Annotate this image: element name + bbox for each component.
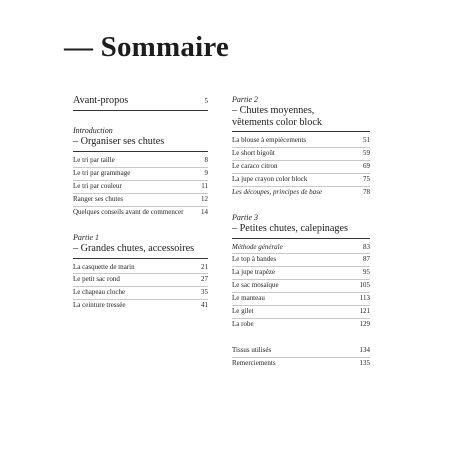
toc-entry[interactable] [232,161,370,174]
toc-entry[interactable] [73,194,208,207]
toc-entry-page: 87 [363,255,370,264]
toc-entry-label: Le short bigoût [232,148,275,157]
toc-entry[interactable] [232,187,370,199]
toc-entry-page: 11 [201,181,208,190]
toc-entry[interactable] [73,274,208,287]
toc-entry-page: 14 [201,207,208,216]
toc-entry-label: Méthode générale [232,242,283,251]
toc-entry[interactable] [232,293,370,306]
toc-section-partie-2 [232,95,370,199]
toc-left-column [73,95,208,312]
toc-entry-page: 135 [359,358,370,367]
toc-entry[interactable] [73,207,208,219]
toc-entry-label: La jupe trapèze [232,268,276,277]
toc-entry-label: La robe [232,319,254,328]
toc-entry-page: 59 [363,148,370,157]
toc-entry-page: 12 [201,194,208,203]
toc-entry-page: 83 [363,242,370,251]
toc-entry-page: 21 [201,262,208,271]
toc-entry-page: 8 [204,156,208,164]
toc-entry[interactable] [232,148,370,161]
toc-entry-page: 27 [201,275,208,284]
toc-entry[interactable] [73,155,208,168]
toc-entry[interactable] [73,262,208,275]
toc-entry-label: Le manteau [232,294,265,303]
toc-entry-page: 105 [359,281,370,290]
toc-entry-page: 129 [359,319,370,328]
toc-entry[interactable] [73,168,208,181]
toc-entry[interactable] [232,306,370,319]
toc-entry-label: Le sac mosaïque [232,281,279,290]
toc-entry-page: 121 [359,307,370,316]
toc-entry-label: La blouse à empiècements [232,136,307,144]
page-title: — Sommaire [64,31,229,63]
toc-entry-label: Avant-propos [73,95,129,106]
toc-entry[interactable] [73,181,208,194]
toc-entry-label: La casquette de marin [73,262,135,271]
section-heading: – Petites chutes, calepinages [232,223,370,239]
toc-entry-page: 51 [363,136,370,144]
toc-entry-page: 113 [359,294,370,303]
section-part-label: Partie 3 [232,212,258,222]
section-heading: – Grandes chutes, accessoires [73,243,208,259]
toc-section-partie-1 [73,233,208,313]
section-part-label: Partie 2 [232,95,258,104]
toc-entry-label: Le chapeau cloche [73,288,126,297]
toc-entry-label: Le tri par grammage [73,168,131,177]
toc-entry-page: 95 [363,268,370,277]
toc-entry[interactable] [232,174,370,187]
toc-entry-label: Le caraco citron [232,161,278,170]
toc-entry-page: 41 [201,301,208,310]
toc-entry[interactable] [232,345,370,358]
toc-entry-page: 78 [363,187,370,196]
toc-entry-page: 69 [363,161,370,170]
toc-entry-page: 134 [359,345,370,354]
toc-entry[interactable] [73,287,208,300]
toc-entry-label: Le gilet [232,307,254,316]
toc-entry-page: 35 [201,288,208,297]
toc-entry-label: Le tri par taille [73,156,115,164]
toc-entry-label: Le petit sac rond [73,275,120,284]
toc-entry[interactable] [232,319,370,331]
toc-entry-label: Les découpes, principes de base [232,187,323,196]
toc-right-column [232,95,370,370]
toc-entry-label: Ranger ses chutes [73,194,124,203]
toc-entry-avant-propos[interactable] [73,95,208,111]
toc-entry-label: La jupe crayon color block [232,174,308,183]
toc-entry-label: Tissus utilisés [232,345,272,354]
section-heading-line: vêtements color block [232,117,322,128]
toc-section-annexes [232,345,370,370]
toc-entry-label: Quelques conseils avant de commencer [73,207,184,216]
section-heading: – Organiser ses chutes [73,136,208,152]
toc-entry[interactable] [232,358,370,370]
toc-entry-label: Le tri par couleur [73,181,122,190]
section-part-label: Partie 1 [73,232,99,242]
toc-entry[interactable] [232,242,370,255]
section-part-label: Introduction [73,126,113,135]
toc-section-introduction [73,126,208,219]
toc-entry[interactable] [232,254,370,267]
toc-entry[interactable] [232,280,370,293]
section-heading-line: – Chutes moyennes, [232,105,315,116]
toc-entry-page: 75 [363,174,370,183]
toc-entry-label: Le top à bandes [232,255,277,264]
section-heading [232,105,370,132]
toc-entry[interactable] [232,267,370,280]
toc-entry[interactable] [232,135,370,148]
toc-entry-page: 5 [204,97,208,105]
toc-section-partie-3 [232,213,370,331]
toc-entry[interactable] [73,300,208,312]
toc-entry-page: 9 [204,168,208,177]
toc-entry-label: Remerciements [232,358,276,367]
toc-entry-label: La ceinture tressée [73,301,126,310]
